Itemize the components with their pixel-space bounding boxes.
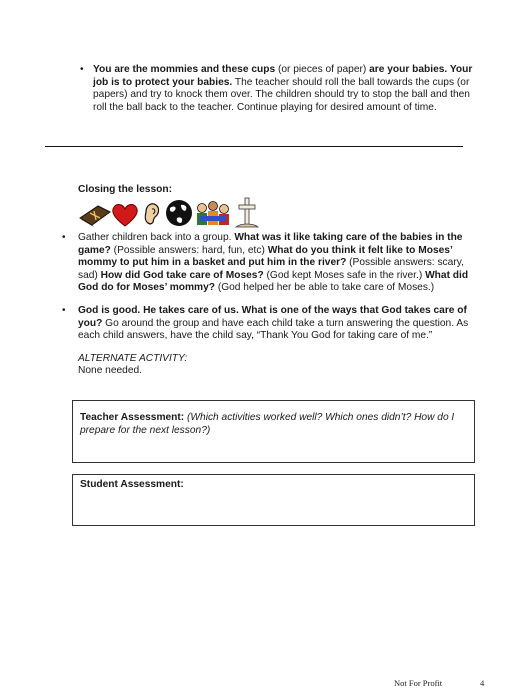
heart-icon (113, 205, 137, 226)
closing-questions-paragraph (78, 232, 476, 295)
closing-heading-text: Closing the lesson: (78, 184, 172, 195)
bold-text: What did God do for Moses’ mommy? (78, 269, 469, 294)
closing-heading (78, 184, 172, 197)
teacher-assessment-text (80, 412, 465, 437)
cross-icon (236, 198, 258, 227)
student-assessment-label (80, 479, 184, 492)
bullet-marker: • (62, 305, 66, 316)
body-text: The teacher should roll the ball towards the cups (or papers) and try to knock them over. The children should try to stop the ball and then roll the ball back to the teacher. Continue playing for desired amount of time. (93, 76, 470, 113)
bold-text: What was it like taking care of the babies in the game? (78, 232, 463, 256)
teacher-assessment-prompt: (Which activities worked well? Which ones didn’t? How do I prepare for the next lesson?) (80, 412, 455, 436)
teacher-assessment-label: Teacher Assessment: (80, 412, 185, 423)
footer-text: Not For Profit (394, 678, 443, 688)
student-assessment-label-text: Student Assessment: (80, 479, 184, 490)
alternate-activity-label (78, 353, 187, 366)
bold-text: How did God take care of Moses? (100, 269, 264, 281)
bullet-marker: • (80, 64, 84, 75)
lesson-icons-strip (78, 196, 264, 230)
body-text: (God helped her be able to take care of Moses.) (214, 282, 435, 294)
body-text: (God kept Moses safe in the river.) (263, 269, 426, 281)
ear-icon (145, 204, 158, 224)
praying-hands-globe-icon (166, 200, 192, 226)
bold-text: What do you think it felt like to Moses’ mommy to put him in a basket and put him in the river? (78, 244, 453, 269)
body-text: (Possible answers: hard, fun, etc) (110, 244, 268, 256)
page-number: 4 (480, 678, 485, 688)
alternate-activity-label-text: ALTERNATE ACTIVITY: (78, 353, 188, 364)
alternate-activity-value: None needed. (78, 365, 143, 376)
bullet-marker: • (62, 232, 66, 243)
bold-text: are your babies. Your job is to protect your babies. (93, 64, 473, 88)
game-instructions-paragraph (93, 64, 475, 114)
children-group-icon (197, 202, 229, 226)
teacher-assessment-box (72, 400, 475, 463)
bible-icon (80, 206, 110, 227)
bold-text: You are the mommies and these cups (93, 64, 276, 75)
body-text: Go around the group and have each child take a turn answering the question. As each child answers, have the child say, “Thank You God for taking care of me.” (78, 317, 469, 342)
student-assessment-box (72, 474, 475, 526)
bold-text: God is good. He takes care of us. What is one of the ways that God takes care of you? (78, 305, 467, 329)
body-text: (Possible answers: scary, sad) (78, 257, 464, 281)
god-is-good-paragraph (78, 305, 478, 343)
body-text: (or pieces of paper) (275, 64, 370, 75)
body-text: Gather children back into a group. (78, 232, 235, 243)
section-divider (45, 146, 463, 147)
